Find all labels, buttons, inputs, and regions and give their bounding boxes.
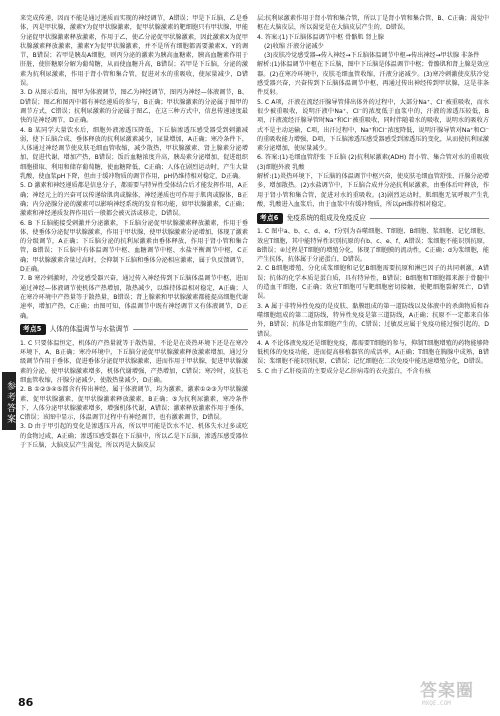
answer-paragraph: 5. D 激素和神经递质都是信息分子，都需要与特异性受体结合后才能发挥作用，A正确；神经元上的兴奋可以传递给肌肉或腺体，神经递质也可作用于肌肉或腺体，B正确；内分泌腺分泌的激素可以影响神经系统的发育和功能，如甲状腺激素，C正确；激素和神经递质发挥作用后一般都会被灭活或移走，D错误。 <box>20 182 248 218</box>
answer-paragraph: 4. B 某同学大量饮水后，细胞外液渗透压降低，下丘脑渗透压感受器受到刺激减弱，使下丘脑合成、垂体释放的抗利尿激素减少，尿量增加，A正确；寒冷条件下，人体通过神经调节使皮肤毛细血管收缩，减少散热，甲状腺激素、肾上腺素分泌增加，促进代谢、增加产热，B错误；饭后血糖浓度升高，胰岛素分泌增加，促进组织细胞摄取、利用和储存葡萄糖，使血糖降低，C正确；人体在剧烈运动时，产生大量乳酸，使血浆pH下降，但由于缓冲物质的调节作用，pH仍维持相对稳定，D正确。 <box>20 126 248 181</box>
answer-paragraph: 3. A 属于非特异性免疫的是皮肤、黏膜组成的第一道防线以及体液中的杀菌物质和吞噬细胞组成的第二道防线，特异性免疫是第三道防线，A正确；抗原不一定都来自体外，B错误；抗体是由浆细胞产生的，C错误；过敏反应属于免疫功能过强引起的，D错误。 <box>257 302 489 338</box>
answer-paragraph: (3)皮肤冷觉感受器→传入神经→下丘脑体温调节中枢→传出神经→甲状腺 非条件 <box>264 52 480 60</box>
page-number: 86 <box>18 696 34 709</box>
answer-paragraph: 5. C 由于乙肝疫苗的主要成分是乙肝病毒的衣壳蛋白，不含有核 <box>257 367 431 375</box>
section-title: 人体的体温调节与水盐调节 <box>49 325 129 334</box>
answer-key-tab: 参考答案 <box>2 372 16 430</box>
answer-paragraph: 3. D 由于甲引起的变化是渗透压升高，所以甲可能是饮水不足、机体失水过多或吃的食物过咸，A正确；渗透压感受器在下丘脑中，所以乙是下丘脑，渗透压感受器位于下丘脑，大脑皮层产生渴觉，所以丙是大脑皮层 <box>20 423 248 450</box>
answer-paragraph: 2. B ①②③④⑤都含有传出神经，属于体液调节，均为激素，激素①②③为甲状腺激素、促甲状腺激素、促甲状腺激素释放激素，B正确；⑤为抗利尿激素，寒冷条件下，人体分泌甲状腺激素增多，增强机体代谢，A错误；激素释放激素作用于垂体，C错误；该图中显示，体温调节过程中有神经调节，也有激素调节，D错误。 <box>20 386 248 422</box>
answer-paragraph: 4. A 不论体液免疫还是细胞免疫，都需要T细胞的参与，抑制T细胞增殖的药物能够降低机体的免疫功能，进而提高移植器官的成活率，A正确；T细胞在胸腺中成熟，B错误；浆细胞不能识别抗原，C错误；记忆细胞在二次免疫中能迅速增殖分化，D错误。 <box>257 339 489 366</box>
answer-paragraph: 7. B 寒冷刺激时，冷觉感受器兴奋，通过传入神经传到下丘脑体温调节中枢，进而通过神经—体液调节使机体产热增加，散热减少，以维持体温相对稳定，A正确；人在寒冷环境中产热量等于散热量，B错误；肾上腺素和甲状腺激素都能提高细胞代谢速率，增加产热，C正确；由图可知，体温调节中既有神经调节又有体液调节，D正确。 <box>20 275 248 320</box>
section-divider <box>370 218 489 219</box>
section-divider <box>133 329 248 330</box>
answer-paragraph: 1. C 只要体温恒定，机体的产热量就等于散热量，不论是在炎热环境下还是在寒冷环境下，A、B正确；寒冷环境中，下丘脑分泌促甲状腺激素释放激素增加，通过分级调节作用于垂体，促进垂体分泌促甲状腺激素，进而作用于甲状腺，促进甲状腺激素的分泌，使甲状腺激素增多，机体代谢增强，产热增加，C错误；寒冷时，皮肤毛细血管收缩，汗腺分泌减少，使散热量减少，D正确。 <box>20 339 248 384</box>
watermark-text: 答案圈 <box>420 681 474 701</box>
watermark-logo <box>420 676 492 712</box>
answer-paragraph: 解析:(1)炎热环境下，下丘脑的体温调节中枢兴奋，使皮肤毛细血管舒张，汗腺分泌增多，增加散热。(2)水盐调节中，下丘脑合成并分泌抗利尿激素，由垂体后叶释放，作用于肾小管和集合管，促进对水的重吸收。(3)剧烈运动时，肌细胞无氧呼吸产生乳酸，乳酸进入血浆后，由于血浆中有缓冲物质，所以pH维持相对稳定。 <box>257 173 489 208</box>
answer-paragraph: 5. C A项，汗液在流经汗腺导管排出体外的过程中，大部分Na⁺、Cl⁻被重吸收，而水很少被重吸收，说明汗液中Na⁺、Cl⁻的浓度低于血浆中的，汗液的渗透压较低，B项，汗液流经汗腺导管时Na⁺和Cl⁻被重吸收，同时伴随着水的吸收，说明水的吸收方式不是主动运输，C项，出汗过程中，Na⁺和Cl⁻浓度降低，说明汗腺导管对Na⁺和Cl⁻的重吸收能力增强，D项，下丘脑渗透压感受器感受到渗透压的变化，从而使抗利尿激素分泌增加，使尿量减少。 <box>257 98 489 153</box>
answer-paragraph: 6. B 下丘脑能接受刺激并分泌激素，下丘脑分泌促甲状腺激素释放激素，作用于垂体，使垂体分泌促甲状腺激素，作用于甲状腺，使甲状腺激素分泌增加，体现了激素的分级调节，A正确；下丘脑分泌的抗利尿激素由垂体释放，作用于肾小管和集合管，B错误；下丘脑中有体温调节中枢、血糖调节中枢、水盐平衡调节中枢，C正确；甲状腺激素含量过高时，会抑制下丘脑和垂体分泌相应激素，属于负反馈调节，D正确。 <box>20 219 248 274</box>
watermark-subtext: MXQE.COM <box>422 700 451 707</box>
answer-paragraph: (2)收缩 汗液分泌减少 <box>264 42 324 50</box>
section-header-6 <box>257 212 489 224</box>
answer-paragraph: 1. C 图中a、b、c、d、e、f分别为吞噬细胞、T细胞、B细胞、浆细胞、记忆细胞、效应T细胞，其中能特异性识别抗原的有b、c、e、f，A错误；浆细胞不能识别抗原，B错误；④过程是T细胞的增殖分化，体现了细胞膜的流动性，C正确；d为浆细胞，能产生抗体，抗体属于分泌蛋白，D错误。 <box>257 228 489 264</box>
answer-paragraph: 6. 答案:(1)毛细血管舒张 下丘脑 (2)抗利尿激素(ADH) 肾小管、集合管对水的重吸收 (3)细胞外液 乳酸 <box>257 154 489 171</box>
answer-paragraph: 2. C B细胞增殖、分化成浆细胞和记忆B细胞需要抗原和淋巴因子的共同刺激，A错误；抗体的化学本质是蛋白质，具有特异性，B错误；B细胞和T细胞都来源于骨髓中的造血干细胞，C正确；效应T细胞可与靶细胞密切接触，使靶细胞裂解死亡，D错误。 <box>257 265 489 301</box>
answer-paragraph: 3. D 从图示看出，图甲为体液调节，图乙为神经调节，图丙为神经—体液调节，B、D错误；图乙和图丙中都有神经递质的参与，B正确；甲状腺激素的分泌属于图甲的调节方式，C错误；抗利尿激素的分泌属于图乙，在这三种方式中，信息传递速度最快的是神经调节，D正确。 <box>20 89 248 125</box>
answer-paragraph: 解析:(1)体温调节中枢在下丘脑，图中下丘脑是体温调节中枢；骨骼肌和肾上腺是效应器。(2)在寒冷环境中，皮肤毛细血管收缩，汗液分泌减少。(3)寒冷刺激使皮肤冷觉感受器兴奋，兴奋传到下丘脑体温调节中枢，再通过传出神经传到甲状腺，这是非条件反射。 <box>257 61 489 97</box>
answer-paragraph: 层;抗利尿激素作用于肾小管和集合管，所以丁是肾小管和集合管，B、C正确；渴觉中枢在大脑皮层，所以渴觉是在大脑皮层产生的，D错误。 <box>257 15 489 32</box>
answer-paragraph: 来完成传递，因而不能是通过递质而实现的神经调节，A错误；甲是下丘脑，乙是垂体，丙是甲状腺，激素Y为促甲状腺激素，促甲状腺激素的靶细胞只有甲状腺，甲能分泌促甲状腺激素释放激素，作用于乙，使乙分泌促甲状腺激素，因此激素X为促甲状腺激素释放激素，激素Y为促甲状腺激素，并不是所有细胞都需要激素X、Y的调节，B错误；若甲是胰岛A细胞，则丙分泌的激素为胰高血糖素，胰高血糖素作用于肝脏，使肝糖原分解为葡萄糖，从而使血糖升高，B错误；若甲是下丘脑，分泌的激素为抗利尿激素，作用于肾小管和集合管，促进对水的重吸收，使尿量减少，D错误。 <box>20 15 248 88</box>
answer-paragraph: 4. 答案:(1)下丘脑体温调节中枢 骨骼肌 肾上腺 <box>257 33 384 41</box>
section-badge: 考点6 <box>257 213 283 224</box>
section-header-5 <box>20 324 248 336</box>
left-column <box>20 14 248 450</box>
section-title: 免疫系统的组成及免疫反应 <box>286 213 366 222</box>
right-column <box>257 14 489 376</box>
section-badge: 考点5 <box>20 324 46 335</box>
